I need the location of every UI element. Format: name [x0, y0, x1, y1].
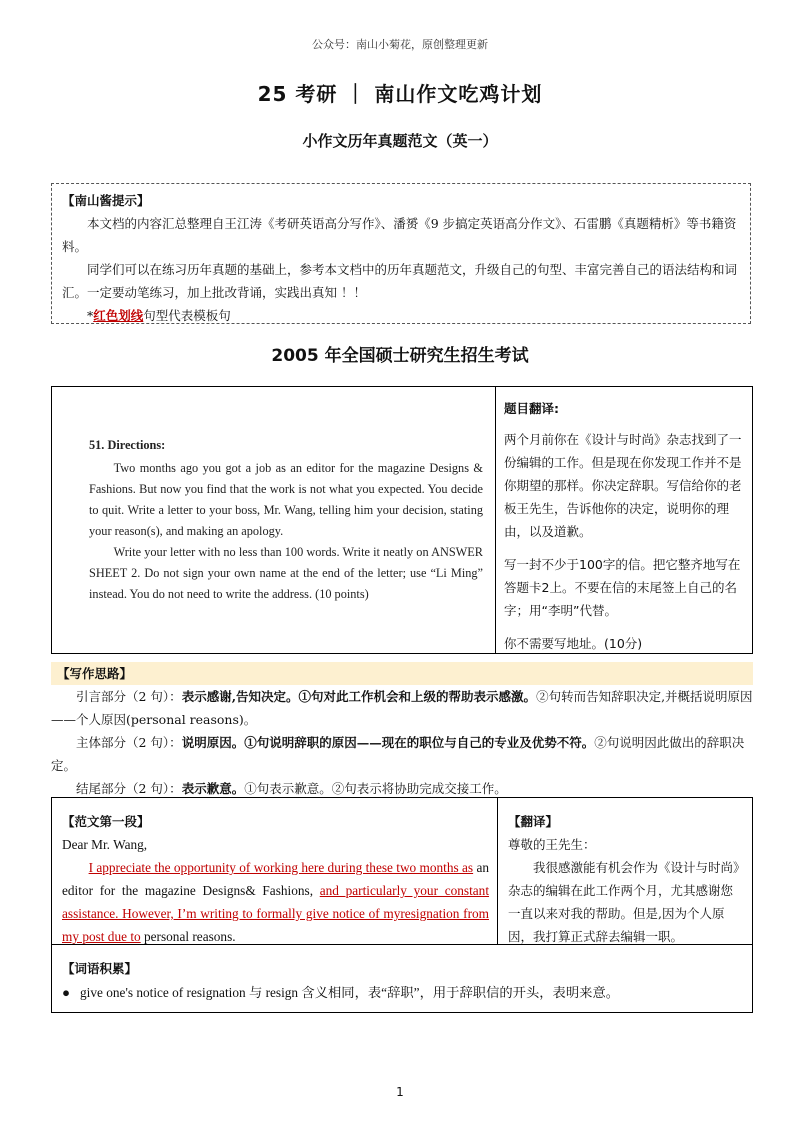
sample-salutation: Dear Mr. Wang, — [62, 837, 148, 852]
sample-plain-2: personal reasons. — [140, 929, 236, 944]
end-sentence-1: ①句表示歉意。 — [244, 781, 332, 796]
sample-translation — [498, 798, 752, 944]
sample-translation-tag: 【翻译】 — [508, 814, 559, 829]
end-label: 结尾部分（2 句）： — [76, 781, 182, 796]
question-table — [51, 386, 753, 654]
directions-paragraph-1: Two months ago you got a job as an editor for the magazine Designs & Fashions. But now you find that the work is not what you expected. You decide to quit. Write a letter to your boss, Mr. Wang, telling him your decision, stating your reason(s), and making an apology. — [89, 461, 483, 538]
document-subtitle: 小作文历年真题范文（英一） — [302, 132, 498, 150]
tips-note — [62, 304, 740, 327]
translation-paragraph-3: 你不需要写地址。(10分) — [504, 636, 643, 651]
directions-label: 51. Directions: — [89, 438, 166, 452]
end-sentence-2: ②句表示将协助完成交接工作。 — [331, 781, 507, 796]
tips-box — [51, 183, 751, 324]
sample-translation-salutation: 尊敬的王先生： — [508, 837, 596, 852]
exam-year-title: 2005 年全国硕士研究生招生考试 — [271, 346, 529, 366]
sample-red-2: and particularly your constant assistance. However, I’m writing to formally give notice of myresignation from my post due to — [62, 883, 490, 944]
tips-tag: 【南山酱提示】 — [62, 193, 150, 208]
tips-paragraph-2: 同学们可以在练习历年真题的基础上，参考本文档中的历年真题范文，升级自己的句型、丰富完善自己的语法结构和词汇。一定要动笔练习，加上批改背诵，实践出真知 ！！ — [62, 262, 738, 300]
intro-bold: 表示感谢,告知决定。 — [181, 689, 299, 704]
body-bold: 说明原因。 — [181, 735, 245, 750]
body-sentence-2: ②句说明因此做出的辞职决定。 — [51, 735, 745, 773]
document-title: 25 考研 ｜ 南山作文吃鸡计划 — [257, 82, 543, 106]
end-bold: 表示歉意。 — [181, 781, 245, 796]
sample-translation-body: 我很感激能有机会作为《设计与时尚》杂志的编辑在此工作两个月，尤其感谢您一直以来对我的帮助。但是,因为个人原因，我打算正式辞去编辑一职。 — [508, 860, 740, 944]
page-number: 1 — [396, 1085, 404, 1099]
intro-sentence-2: ②句转而告知辞职决定,并概括说明原因——个人原因(personal reasons)。 — [51, 689, 753, 727]
sample-english — [52, 798, 498, 944]
translation-label: 题目翻译: — [504, 401, 559, 416]
vocab-item-text: give one's notice of resignation 与 resign 含义相同，表“辞职”，用于辞职信的开头，表明来意。 — [80, 985, 620, 1000]
body-sentence-1: ①句说明辞职的原因——现在的职位与自己的专业及优势不符。 — [244, 735, 595, 750]
ideas-body — [51, 731, 753, 777]
sample-red-1: I appreciate the opportunity of working here during these two months as — [88, 860, 474, 875]
writing-ideas — [51, 662, 753, 800]
body-label: 主体部分（2 句）： — [76, 735, 182, 750]
bullet-icon: ● — [62, 985, 71, 1000]
page-header: 公众号：南山小菊花，原创整理更新 — [312, 38, 488, 51]
tips-paragraph-1: 本文档的内容汇总整理自王江涛《考研英语高分写作》、潘赟《9 步搞定英语高分作文》、石雷鹏《真题精析》等书籍资料。 — [62, 216, 737, 254]
vocabulary-box — [51, 945, 753, 1013]
sample-tag: 【范文第一段】 — [62, 814, 150, 829]
vocab-tag: 【词语积累】 — [62, 961, 138, 976]
directions-paragraph-2: Write your letter with no less than 100 words. Write it neatly on ANSWER SHEET 2. Do not sign your own name at the end of the letter; use “Li Ming” instead. You do not need to write the address. (10 points) — [89, 545, 483, 601]
translation-paragraph-2: 写一封不少于100字的信。把它整齐地写在答题卡2上。不要在信的末尾签上自己的名字；用“李明”代替。 — [504, 557, 741, 618]
intro-sentence-1: ①句对此工作机会和上级的帮助表示感激。 — [298, 689, 537, 704]
tips-note-prefix: * — [87, 308, 94, 323]
question-english — [52, 387, 496, 653]
sample-paragraph — [62, 856, 489, 948]
tips-note-rest: 句型代表模板句 — [143, 308, 231, 323]
translation-paragraph-1: 两个月前你在《设计与时尚》杂志找到了一份编辑的工作。但是现在你发现工作并不是你期望的那样。你决定辞职。写信给你的老板王先生，告诉他你的决定，说明你的理由，以及道歉。 — [504, 432, 742, 539]
tips-note-red: 红色划线 — [93, 308, 144, 323]
sample-plain-1: an editor for the magazine Designs& Fashions, — [62, 860, 490, 898]
ideas-intro — [51, 685, 753, 731]
vocab-item — [62, 981, 742, 1005]
question-translation — [496, 387, 752, 653]
ideas-tag: 【写作思路】 — [51, 662, 753, 685]
intro-label: 引言部分（2 句）： — [76, 689, 182, 704]
sample-table — [51, 797, 753, 945]
